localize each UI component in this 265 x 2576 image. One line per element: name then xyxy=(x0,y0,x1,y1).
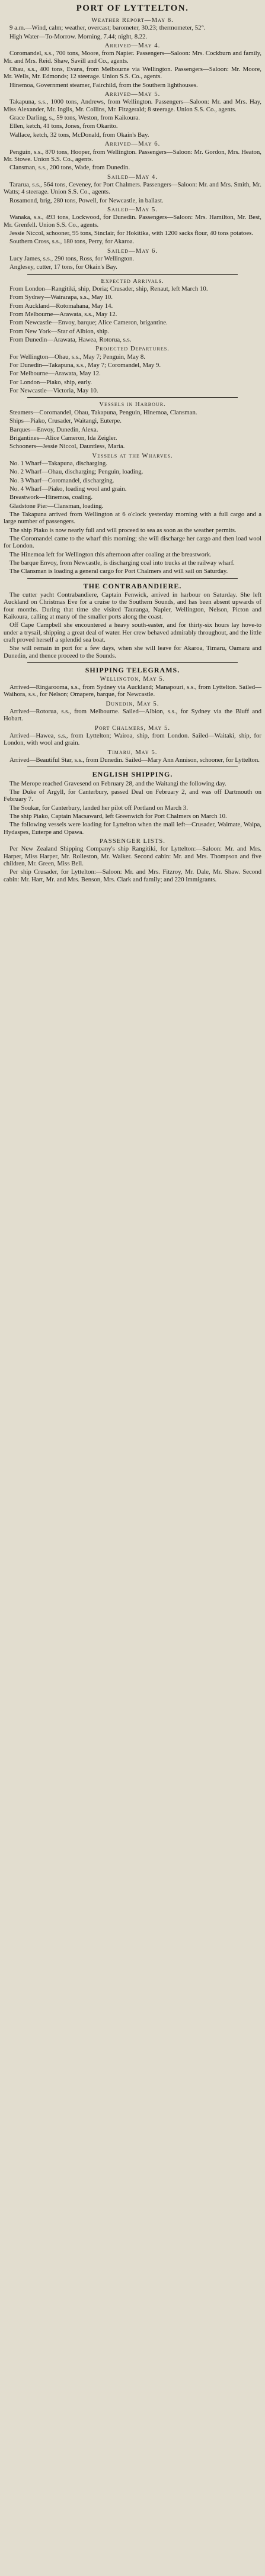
arrival-entry: Grace Darling, s., 59 tons, Weston, from Kaikoura. xyxy=(9,114,140,122)
harbour-note: The Clansman is loading a general cargo for Port Chalmers and will sail on Saturday. xyxy=(9,568,228,575)
passenger-lists-heading: PASSENGER LISTS. xyxy=(100,838,165,845)
arrival-entry: Wallace, ketch, 32 tons, McDonald, from Okain's Bay. xyxy=(9,131,149,139)
arrival-entry: Clansman, s.s., 200 tons, Wade, from Dunedin. xyxy=(9,164,130,172)
sailed-heading: Sailed—May 6. xyxy=(107,247,158,255)
arrived-heading: Arrived—May 5. xyxy=(104,91,161,98)
arrived-heading: Arrived—May 6. xyxy=(104,140,161,148)
expected-entry: From Auckland—Rotomahana, May 14. xyxy=(9,302,113,310)
barques-label: Barques— xyxy=(9,426,37,433)
harbour-note: The Hinemoa left for Wellington this afternoon after coaling at the breastwork. xyxy=(9,550,212,558)
barques-list: Envoy, Dunedin, Alexa. xyxy=(37,426,98,433)
sailing-entry: Wanaka, s.s., 493 tons, Lockwood, for Dunedin. Passengers—Saloon: Mrs. Hamilton, Mr. Best, Mr. Grenfell. Union S.S. Co., agents. xyxy=(4,214,261,228)
wharf-entry: No. 1 Wharf—Takapuna, discharging. xyxy=(9,459,107,467)
harbour-heading: Vessels in Harbour. xyxy=(99,401,166,408)
arrival-entry: Ellen, ketch, 41 tons, Jones, from Okarito. xyxy=(9,123,118,130)
ships-list: Piako, Crusader, Waitangi, Euterpe. xyxy=(30,417,122,425)
english-shipping-heading: ENGLISH SHIPPING. xyxy=(92,770,173,779)
sailed-heading: Sailed—May 5. xyxy=(107,205,158,213)
telegram-text: Arrived—Ringarooma, s.s., from Sydney via Auckland; Manapouri, s.s., from Lyttelton. Sailed—Waihora, s.s., for Nelson; Omapere, barque, for Newcastle. xyxy=(4,683,261,698)
section-divider xyxy=(27,662,238,663)
telegram-place: Port Chalmers, May 5. xyxy=(94,724,171,732)
harbour-note: The Takapuna arrived from Wellington at 6 o'clock yesterday morning with a full cargo and a large number of passengers. xyxy=(4,510,261,526)
wharf-entry: No. 3 Wharf—Coromandel, discharging. xyxy=(9,476,114,484)
ships-label: Ships— xyxy=(9,417,30,425)
expected-entry: From Sydney—Wairarapa, s.s., May 10. xyxy=(9,294,113,301)
expected-entry: From Dunedin—Arawata, Hawea, Rotorua, s.s. xyxy=(9,336,132,344)
telegram-text: Arrived—Hawea, s.s., from Lyttelton; Wairoa, ship, from London. Sailed—Waitaki, ship, for London, with wool and grain. xyxy=(4,732,261,747)
contrabandiere-heading: THE CONTRABANDIERE. xyxy=(83,581,182,590)
projected-entry: For Newcastle—Victoria, May 10. xyxy=(9,387,98,395)
projected-entry: For Dunedin—Takapuna, s.s., May 7; Coromandel, May 9. xyxy=(9,362,161,369)
article-paragraph: She will remain in port for a few days, when she will leave for Akaroa, Timaru, Oamaru and Dunedin, and thence proceed to the Sounds. xyxy=(4,645,261,659)
article-paragraph: The Soukar, for Canterbury, landed her pilot off Portland on March 3. xyxy=(9,804,188,812)
arrival-entry: Takapuna, s.s., 1000 tons, Andrews, from Wellington. Passengers—Saloon: Mr. and Mrs. Hay, Miss Alexander, Mr. Inglis, Mr. Collins, Mr. Fitzgerald; 8 steerage. Union S.S. Co., agents. xyxy=(4,98,261,113)
arrived-heading: Arrived—May 4. xyxy=(104,42,161,50)
expected-heading: Expected Arrivals. xyxy=(101,277,164,285)
expected-entry: From New York—Star of Albion, ship. xyxy=(9,327,109,335)
sailing-entry: Jessie Niccol, schooner, 95 tons, Sinclair, for Hokitika, with 1200 sacks flour, 40 tons potatoes. xyxy=(9,229,254,237)
schooners-label: Schooners— xyxy=(9,443,43,450)
passenger-list: Per New Zealand Shipping Company's ship Rangitiki, for Lyttelton:—Saloon: Mr. and Mrs. Harper, Miss Harper, Mr. Rolleston, Mr. Walker. Second cabin: Mr. and Mrs. Thompson and five children, Mr. Green, Miss Bell. xyxy=(4,845,261,868)
expected-entry: From London—Rangitiki, ship, Doria; Crusader, ship, Renaut, left March 10. xyxy=(9,285,208,292)
arrival-entry: Coromandel, s.s., 700 tons, Moore, from Napier. Passengers—Saloon: Mrs. Cockburn and family, Mr. and Mrs. Reid. Shaw, Savill and Co., agents. xyxy=(4,50,261,65)
sailing-entry: Tararua, s.s., 564 tons, Ceveney, for Port Chalmers. Passengers—Saloon: Mr. and Mrs. Smith, Mr. Watts; 4 steerage. Union S.S. Co., agents. xyxy=(4,181,261,196)
schooners-list: Jessie Niccol, Dauntless, Maria. xyxy=(42,443,125,450)
harbour-note: The barque Envoy, from Newcastle, is discharging coal into trucks at the railway wharf. xyxy=(9,559,235,566)
port-heading: PORT OF LYTTELTON. xyxy=(76,4,189,13)
section-divider xyxy=(27,397,238,398)
projected-entry: For London—Piako, ship, early. xyxy=(9,378,92,386)
wharf-entry: Breastwork—Hinemoa, coaling. xyxy=(9,494,93,501)
steamers-list: Coromandel, Ohau, Takapuna, Penguin, Hinemoa, Clansman. xyxy=(39,408,197,416)
article-paragraph: The Merope reached Gravesend on February 28, and the Waitangi the following day. xyxy=(9,780,226,787)
arrival-entry: Ohau, s.s., 400 tons, Evans, from Melbourne via Wellington. Passengers—Saloon: Mr. Moore, Mr. Wells, Mr. Edmonds; 12 steerage. Union S.S. Co., agents. xyxy=(4,66,261,80)
article-paragraph: The ship Piako, Captain Macsaward, left Greenwich for Port Chalmers on March 10. xyxy=(9,812,227,820)
wharf-entry: Gladstone Pier—Clansman, loading. xyxy=(9,502,104,510)
sailing-entry: Lucy James, s.s., 290 tons, Ross, for Wellington. xyxy=(9,255,135,262)
harbour-schooners xyxy=(4,443,261,450)
wharf-entry: No. 4 Wharf—Piako, loading wool and grain. xyxy=(9,485,127,492)
harbour-ships xyxy=(4,417,261,424)
sailing-entry: Anglesey, cutter, 17 tons, for Okain's Bay. xyxy=(9,263,117,271)
telegram-place: Dunedin, May 5. xyxy=(106,700,159,707)
steamers-label: Steamers— xyxy=(9,408,40,416)
article-paragraph: The Duke of Argyll, for Canterbury, passed Deal on February 2, and was off Dartmouth on February 7. xyxy=(4,788,261,803)
sailing-entry: Southern Cross, s.s., 180 tons, Perry, for Akaroa. xyxy=(9,238,135,246)
section-divider xyxy=(27,274,238,275)
article-paragraph: The following vessels were loading for Lyttelton when the mail left—Crusader, Waimate, Waipa, Hydaspes, Euterpe and Opawa. xyxy=(4,821,261,836)
high-water: High Water—To-Morrow. Morning, 7.44; night, 8.22. xyxy=(9,33,148,40)
arrival-entry: Penguin, s.s., 870 tons, Hooper, from Wellington. Passengers—Saloon: Mr. Gordon, Mrs. Heaton, Mr. Stowe. Union S.S. Co., agents. xyxy=(4,148,261,163)
brigantines-list: Alice Cameron, Ida Zeigler. xyxy=(45,434,117,442)
telegram-place: Timaru, May 5. xyxy=(107,748,158,756)
brigantines-label: Brigantines— xyxy=(9,434,46,442)
harbour-note: The Coromandel came to the wharf this morning; she will discharge her cargo and then load wool for London. xyxy=(4,534,261,550)
harbour-steamers xyxy=(4,409,261,416)
expected-entry: From Melbourne—Arawata, s.s., May 12. xyxy=(9,311,117,318)
telegram-place: Wellington, May 5. xyxy=(100,675,165,683)
sailing-entry: Rosamond, brig, 280 tons, Powell, for Newcastle, in ballast. xyxy=(9,197,164,204)
article-paragraph: The cutter yacht Contrabandiere, Captain Fenwick, arrived in harbour on Saturday. She left Auckland on Christmas Eve for a cruise to the Southern Sounds, and has been absent upwards of four months. During that time she visited Tauranga, Napier, Wellington, Nelson, Picton and Kaikoura, calling at many of the smaller ports along the coast. xyxy=(4,591,261,621)
expected-entry: From Newcastle—Envoy, barque; Alice Cameron, brigantine. xyxy=(9,319,168,327)
section-divider xyxy=(27,578,238,579)
weather-report: 9 a.m.—Wind, calm; weather, overcast; barometer, 30.23; thermometer, 52°. xyxy=(9,24,206,32)
sailed-heading: Sailed—May 4. xyxy=(107,173,158,181)
harbour-note: The ship Piako is now nearly full and will proceed to sea as soon as the weather permits. xyxy=(9,526,237,534)
projected-entry: For Melbourne—Arawata, May 12. xyxy=(9,370,101,378)
wharves-heading: Vessels at the Wharves. xyxy=(92,452,173,459)
telegrams-heading: SHIPPING TELEGRAMS. xyxy=(85,666,180,675)
weather-heading: Weather Report—May 8. xyxy=(91,17,174,24)
passenger-list: Per ship Crusader, for Lyttelton:—Saloon: Mr. and Mrs. Fitzroy, Mr. Dale, Mr. Shaw. Second cabin: Mr. Hart, Mr. and Mrs. Benson, Mrs. Clark and family; and 220 immigrants. xyxy=(4,868,261,883)
projected-heading: Projected Departures. xyxy=(95,345,170,353)
telegram-text: Arrived—Beautiful Star, s.s., from Dunedin. Sailed—Mary Ann Annison, schooner, for Lyttelton. xyxy=(9,756,260,764)
article-paragraph: Off Cape Campbell she encountered a heavy south-easter, and for thirty-six hours lay hove-to under a trysail, shipping a great deal of water. Her crew behaved admirably throughout, and the little craft proved herself a splendid sea boat. xyxy=(4,622,261,644)
projected-entry: For Wellington—Ohau, s.s., May 7; Penguin, May 8. xyxy=(9,353,145,360)
harbour-brigantines xyxy=(4,434,261,442)
arrival-entry: Hinemoa, Government steamer, Fairchild, from the Southern lighthouses. xyxy=(9,81,198,89)
telegram-text: Arrived—Rotorua, s.s., from Melbourne. Sailed—Albion, s.s., for Sydney via the Bluff and Hobart. xyxy=(4,707,261,723)
wharf-entry: No. 2 Wharf—Ohau, discharging; Penguin, loading. xyxy=(9,468,143,476)
harbour-barques xyxy=(4,426,261,433)
